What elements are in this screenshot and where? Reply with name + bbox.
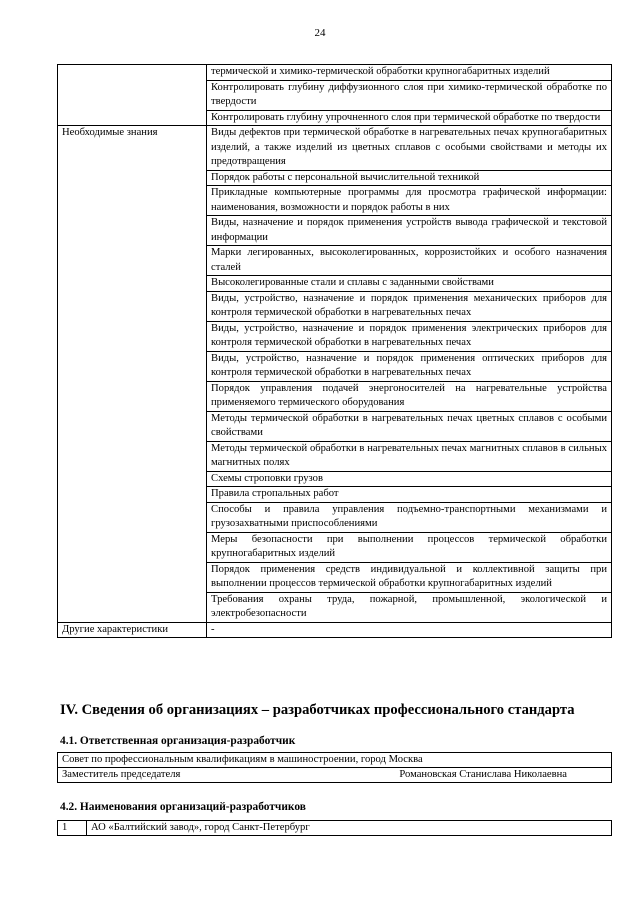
organization-name: Совет по профессиональным квалификациям в машиностроении, город Москва xyxy=(58,753,612,768)
table-cell: Меры безопасности при выполнении процессов термической обработки крупногабаритных изделий xyxy=(207,532,612,562)
table-cell-empty xyxy=(58,216,207,246)
table-row xyxy=(58,487,612,503)
table-cell-empty xyxy=(58,411,207,441)
table-row xyxy=(58,110,612,126)
table-row xyxy=(58,381,612,411)
table-cell-empty xyxy=(58,65,207,81)
table-row xyxy=(58,622,612,638)
table-row xyxy=(58,471,612,487)
section-title: IV. Сведения об организациях – разработчиках профессионального стандарта xyxy=(60,702,575,718)
table-cell: Порядок применения средств индивидуальной и коллективной защиты при выполнении процессов термической обработки крупногабаритных изделий xyxy=(207,562,612,592)
row-number: 1 xyxy=(58,821,87,836)
table-cell: термической и химико-термической обработки крупногабаритных изделий xyxy=(207,65,612,81)
table-cell-empty xyxy=(58,487,207,503)
table-row xyxy=(58,592,612,622)
table-cell: Прикладные компьютерные программы для просмотра графической информации: наименования, возможности и порядок работы в них xyxy=(207,186,612,216)
table-cell: Виды, устройство, назначение и порядок применения оптических приборов для контроля термической обработки в нагревательных печах xyxy=(207,351,612,381)
table-cell-empty xyxy=(58,471,207,487)
table-cell: Высоколегированные стали и сплавы с заданными свойствами xyxy=(207,276,612,292)
table-row xyxy=(58,441,612,471)
table-row xyxy=(58,562,612,592)
table-cell-empty xyxy=(58,246,207,276)
page-number: 24 xyxy=(314,27,326,39)
table-row xyxy=(58,502,612,532)
table-row xyxy=(58,170,612,186)
table-cell: Способы и правила управления подъемно-транспортными механизмами и грузозахватными приспособлениями xyxy=(207,502,612,532)
table-row xyxy=(58,80,612,110)
other-characteristics-label: Другие характеристики xyxy=(58,622,207,638)
table-cell: Виды дефектов при термической обработке в нагревательных печах крупногабаритных изделий, а также изделий из цветных сплавов с особыми свойствами и методы их предотвращения xyxy=(207,126,612,171)
table-cell-empty xyxy=(58,321,207,351)
table-row xyxy=(58,276,612,292)
table-cell-empty xyxy=(58,562,207,592)
table-row xyxy=(58,821,612,836)
table-cell: Порядок управления подачей энергоносителей на нагревательные устройства применяемого термического оборудования xyxy=(207,381,612,411)
table-cell-empty xyxy=(58,502,207,532)
table-cell-empty xyxy=(58,186,207,216)
table-cell-empty xyxy=(58,276,207,292)
table-cell-empty xyxy=(58,170,207,186)
table-row xyxy=(58,126,612,171)
table-cell: Правила стропальных работ xyxy=(207,487,612,503)
skills-knowledge-table xyxy=(57,64,612,638)
table-row xyxy=(58,768,612,783)
developer-organizations-table xyxy=(57,820,612,836)
responsible-organization-table xyxy=(57,752,612,783)
table-cell-empty xyxy=(58,110,207,126)
table-row xyxy=(58,753,612,768)
table-cell-empty xyxy=(58,291,207,321)
table-cell-empty xyxy=(58,441,207,471)
table-cell: Требования охраны труда, пожарной, промышленной, экологической и электробезопасности xyxy=(207,592,612,622)
signatory-position: Заместитель председателя xyxy=(62,769,181,780)
table-row xyxy=(58,411,612,441)
table-cell: Методы термической обработки в нагревательных печах магнитных сплавов в сильных магнитных полях xyxy=(207,441,612,471)
table-cell: Марки легированных, высоколегированных, коррозистойких и особого назначения сталей xyxy=(207,246,612,276)
table-cell-empty xyxy=(58,592,207,622)
subsection-title-4-2: 4.2. Наименования организаций-разработчиков xyxy=(60,801,306,813)
table-cell: Контролировать глубину диффузионного слоя при химико-термической обработке по твердости xyxy=(207,80,612,110)
table-row xyxy=(58,351,612,381)
signatory-name: Романовская Станислава Николаевна xyxy=(399,769,567,780)
table-row xyxy=(58,321,612,351)
table-cell-empty xyxy=(58,80,207,110)
table-row xyxy=(58,532,612,562)
table-cell-empty xyxy=(58,381,207,411)
table-row xyxy=(58,186,612,216)
knowledge-label: Необходимые знания xyxy=(58,126,207,171)
developer-organization-name: АО «Балтийский завод», город Санкт-Петербург xyxy=(87,821,612,836)
other-characteristics-value: - xyxy=(207,622,612,638)
table-cell: Виды, устройство, назначение и порядок применения механических приборов для контроля термической обработки в нагревательных печах xyxy=(207,291,612,321)
table-cell-empty xyxy=(58,532,207,562)
table-cell-empty xyxy=(58,351,207,381)
signatory-row xyxy=(58,768,612,783)
table-row xyxy=(58,65,612,81)
table-row xyxy=(58,291,612,321)
table-cell: Порядок работы с персональной вычислительной техникой xyxy=(207,170,612,186)
table-cell: Виды, устройство, назначение и порядок применения электрических приборов для контроля термической обработки в нагревательных печах xyxy=(207,321,612,351)
table-row xyxy=(58,246,612,276)
table-cell: Методы термической обработки в нагревательных печах цветных сплавов с особыми свойствами xyxy=(207,411,612,441)
table-cell: Контролировать глубину упрочненного слоя при термической обработке по твердости xyxy=(207,110,612,126)
table-cell: Схемы строповки грузов xyxy=(207,471,612,487)
table-row xyxy=(58,216,612,246)
table-cell: Виды, назначение и порядок применения устройств вывода графической и текстовой информации xyxy=(207,216,612,246)
subsection-title-4-1: 4.1. Ответственная организация-разработчик xyxy=(60,735,296,747)
